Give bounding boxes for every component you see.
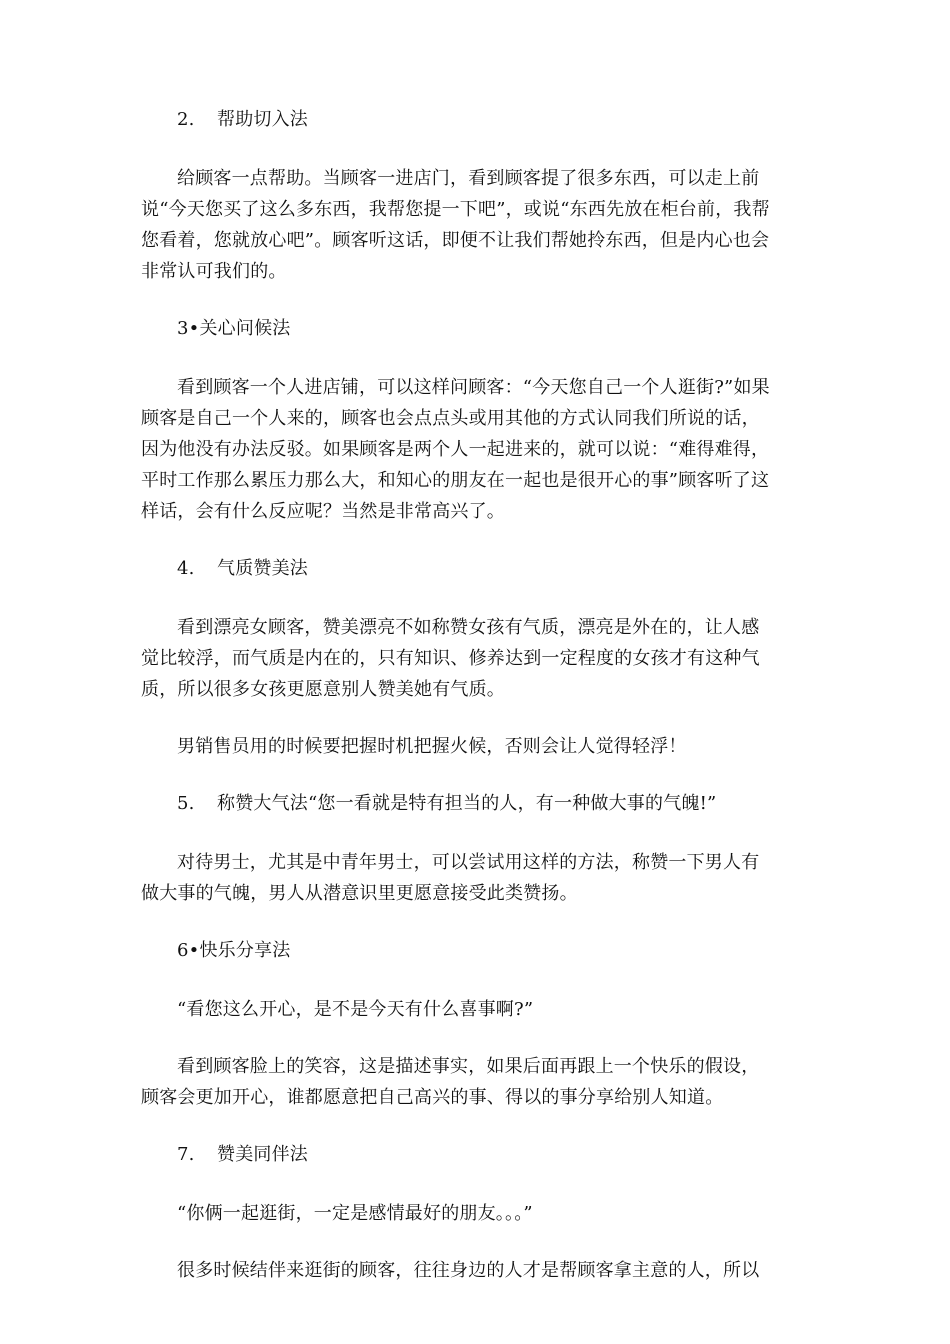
section-number: 6•: [177, 940, 200, 961]
section-title: 关心问候法: [199, 318, 291, 339]
section-heading-4: [141, 553, 811, 584]
paragraph: [141, 847, 811, 909]
text-line: 说“今天您买了这么多东西，我帮您提一下吧”，或说“东西先放在柜台前，我帮: [141, 199, 770, 220]
text-line: 很多时候结伴来逛街的顾客，往往身边的人才是帮顾客拿主意的人，所以: [177, 1260, 760, 1281]
text-line: 顾客会更加开心，谁都愿意把自己高兴的事、得以的事分享给别人知道。: [141, 1087, 724, 1108]
section-title: 帮助切入法: [217, 109, 308, 130]
section-title: 赞美同伴法: [217, 1144, 308, 1165]
text-line: 对待男士，尤其是中青年男士，可以尝试用这样的方法，称赞一下男人有: [177, 852, 760, 873]
text-line: 觉比较浮，而气质是内在的，只有知识、修养达到一定程度的女孩才有这种气: [141, 648, 760, 669]
section-heading-7: [141, 1139, 811, 1170]
quote-line: “你俩一起逛街，一定是感情最好的朋友。。。”: [177, 1203, 533, 1224]
text-line: 因为他没有办法反驳。如果顾客是两个人一起进来的，就可以说：“难得难得，: [141, 439, 770, 460]
text-line: 平时工作那么累压力那么大，和知心的朋友在一起也是很开心的事”顾客听了这: [141, 470, 770, 491]
quote-line: “看您这么开心，是不是今天有什么喜事啊?”: [177, 999, 534, 1020]
section-number: 2.: [177, 109, 195, 130]
section-number: 3•: [177, 318, 200, 339]
section-number: 4.: [177, 558, 195, 579]
text-line: 顾客是自己一个人来的，顾客也会点点头或用其他的方式认同我们所说的话，: [141, 408, 760, 429]
section-heading-3: [141, 313, 811, 344]
text-line: 您看着，您就放心吧”。顾客听这话，即便不让我们帮她拎东西，但是内心也会: [141, 230, 770, 251]
document-body: [141, 104, 811, 1312]
text-line: 样话，会有什么反应呢？当然是非常高兴了。: [141, 501, 505, 522]
paragraph: [141, 1051, 811, 1113]
text-line: 看到顾客一个人进店铺，可以这样问顾客：“今天您自己一个人逛街?”如果: [177, 377, 770, 398]
section-heading-2: [141, 104, 811, 135]
section-heading-5: [141, 788, 811, 819]
text-line: 质，所以很多女孩更愿意别人赞美她有气质。: [141, 679, 505, 700]
paragraph: [141, 612, 811, 705]
paragraph: [141, 372, 811, 527]
section-title: 快乐分享法: [199, 940, 291, 961]
text-line: 非常认可我们的。: [141, 261, 287, 282]
section-title: 称赞大气法“您一看就是特有担当的人，有一种做大事的气魄!”: [217, 793, 717, 814]
paragraph: [141, 163, 811, 287]
section-heading-6: [141, 935, 811, 966]
text-line: 给顾客一点帮助。当顾客一进店门，看到顾客提了很多东西，可以走上前: [177, 168, 760, 189]
section-number: 5.: [177, 793, 195, 814]
text-line: 看到顾客脸上的笑容，这是描述事实，如果后面再跟上一个快乐的假设，: [177, 1056, 760, 1077]
text-line: 男销售员用的时候要把握时机把握火候，否则会让人觉得轻浮！: [177, 736, 687, 757]
paragraph: [141, 731, 811, 762]
text-line: 做大事的气魄，男人从潜意识里更愿意接受此类赞扬。: [141, 883, 578, 904]
section-title: 气质赞美法: [217, 558, 308, 579]
paragraph: [141, 1255, 811, 1286]
section-number: 7.: [177, 1144, 195, 1165]
text-line: 看到漂亮女顾客，赞美漂亮不如称赞女孩有气质，漂亮是外在的，让人感: [177, 617, 760, 638]
